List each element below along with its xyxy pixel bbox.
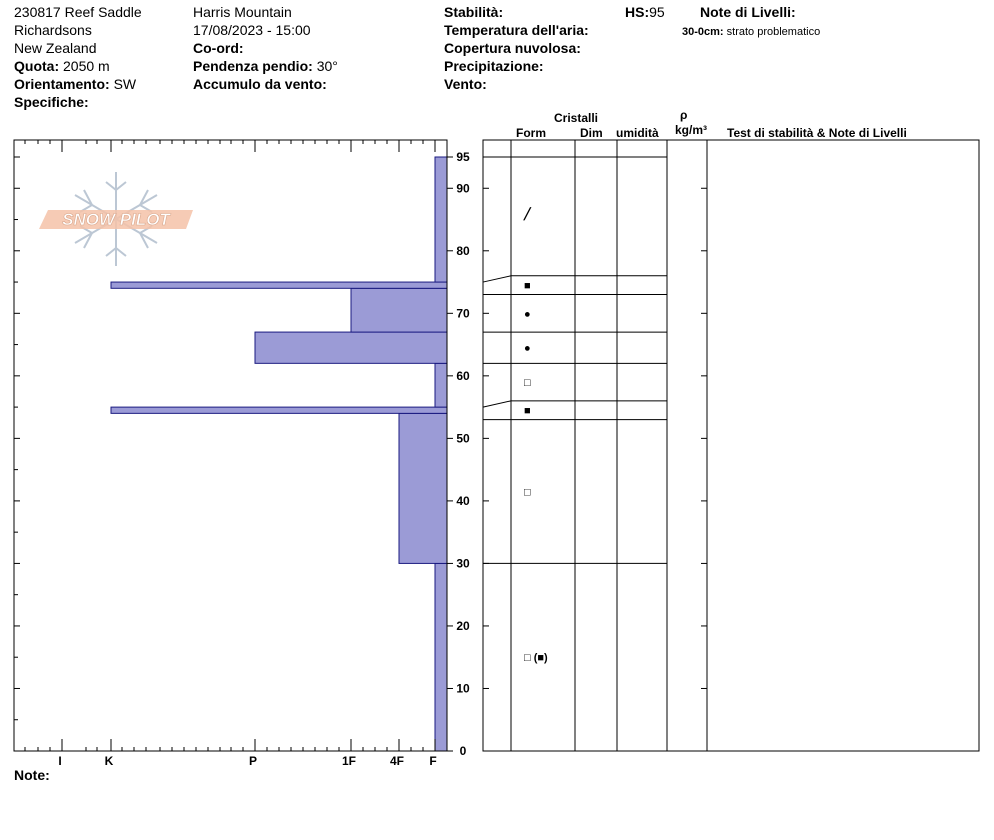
- x-tick-label-P: P: [248, 754, 258, 768]
- col-test: Test di stabilità & Note di Livelli: [727, 126, 907, 140]
- col-umidita: umidità: [616, 126, 659, 140]
- observation-date: 17/08/2023 - 15:00: [193, 22, 311, 38]
- logo-text: SNOW PILOT: [62, 210, 170, 229]
- y-tick-label: 30: [456, 556, 470, 571]
- crystal-form-0: ╱: [524, 208, 531, 221]
- crystal-form-1: ■: [524, 280, 531, 293]
- x-axis-ticks: [25, 140, 437, 768]
- stratigraphy-grid: [483, 140, 707, 751]
- coord-label: Co-ord:: [193, 40, 244, 56]
- vento-label: Vento:: [444, 76, 487, 92]
- crystal-form-7: □ (■): [524, 652, 548, 665]
- x-tick-label-4F: 4F: [389, 754, 405, 768]
- hardness-bar-1: [399, 413, 447, 563]
- hardness-bar-7: [435, 157, 447, 282]
- col-rho: ρ: [680, 108, 688, 122]
- range-name: Richardsons: [14, 22, 92, 38]
- y-tick-label: 0: [459, 744, 467, 758]
- hardness-bar-0: [435, 563, 447, 751]
- hardness-bar-5: [351, 288, 447, 332]
- layer-connector-56: [483, 401, 511, 407]
- col-dim: Dim: [580, 126, 603, 140]
- stabilita-label: Stabilità:: [444, 4, 504, 20]
- x-tick-label-1F: 1F: [341, 754, 357, 768]
- y-tick-label: 50: [456, 431, 470, 446]
- pendenza-value: 30°: [316, 58, 338, 74]
- y-tick-label: 20: [456, 618, 470, 633]
- hardness-bar-4: [255, 332, 447, 363]
- stratigraphy-border: [483, 140, 979, 751]
- y-tick-label: 10: [456, 681, 470, 696]
- pendenza-label: Pendenza pendio:: [193, 58, 313, 74]
- y-tick-label: 90: [456, 181, 470, 196]
- note-livelli-key: 30-0cm:: [682, 26, 724, 38]
- y-tick-label: 60: [456, 368, 470, 383]
- hardness-layers: [111, 157, 447, 751]
- hardness-bar-3: [435, 363, 447, 407]
- crystal-form-4: □: [524, 377, 531, 390]
- note-livelli-text: strato problematico: [726, 26, 821, 38]
- layer-connector-76: [483, 276, 511, 282]
- location-name: Harris Mountain: [193, 4, 292, 20]
- accumulo-label: Accumulo da vento:: [193, 76, 327, 92]
- hs-label: HS:: [625, 4, 650, 20]
- temp-label: Temperatura dell'aria:: [444, 22, 589, 38]
- x-tick-label-I: I: [58, 754, 62, 768]
- crystal-forms: [523, 206, 548, 664]
- y-tick-label: 80: [456, 243, 470, 258]
- crystal-form-2: ●: [524, 308, 531, 321]
- crystal-form-5: ■: [524, 405, 531, 418]
- col-form: Form: [516, 126, 546, 140]
- y-axis-ticks: [14, 150, 707, 758]
- x-tick-label-K: K: [104, 754, 114, 768]
- hs-value: 95: [649, 4, 665, 20]
- quota-label: Quota:: [14, 58, 60, 74]
- col-cristalli: Cristalli: [554, 111, 599, 125]
- hardness-bar-2: [111, 407, 447, 413]
- y-tick-label: 70: [456, 306, 470, 321]
- copertura-label: Copertura nuvolosa:: [444, 40, 581, 56]
- crystal-form-3: ●: [524, 342, 531, 355]
- x-tick-label-F: F: [429, 754, 437, 768]
- note-label: Note:: [14, 767, 50, 783]
- y-tick-label: 95: [456, 150, 470, 164]
- orient-label: Orientamento:: [14, 76, 110, 92]
- orient-value: SW: [113, 76, 137, 92]
- col-density-unit: kg/m³: [675, 123, 708, 137]
- hardness-bar-6: [111, 282, 447, 288]
- chart-frame: [14, 140, 979, 751]
- hardness-plot-border: [14, 140, 447, 751]
- y-tick-label: 40: [456, 493, 470, 508]
- specifiche-label: Specifiche:: [14, 94, 89, 110]
- crystal-form-6: □: [524, 486, 531, 499]
- note-livelli-label: Note di Livelli:: [700, 4, 796, 20]
- snowpilot-logo: [39, 172, 193, 266]
- precip-label: Precipitazione:: [444, 58, 544, 74]
- country: New Zealand: [14, 40, 97, 56]
- quota-value: 2050 m: [63, 58, 110, 74]
- site-name: 230817 Reef Saddle: [14, 4, 142, 20]
